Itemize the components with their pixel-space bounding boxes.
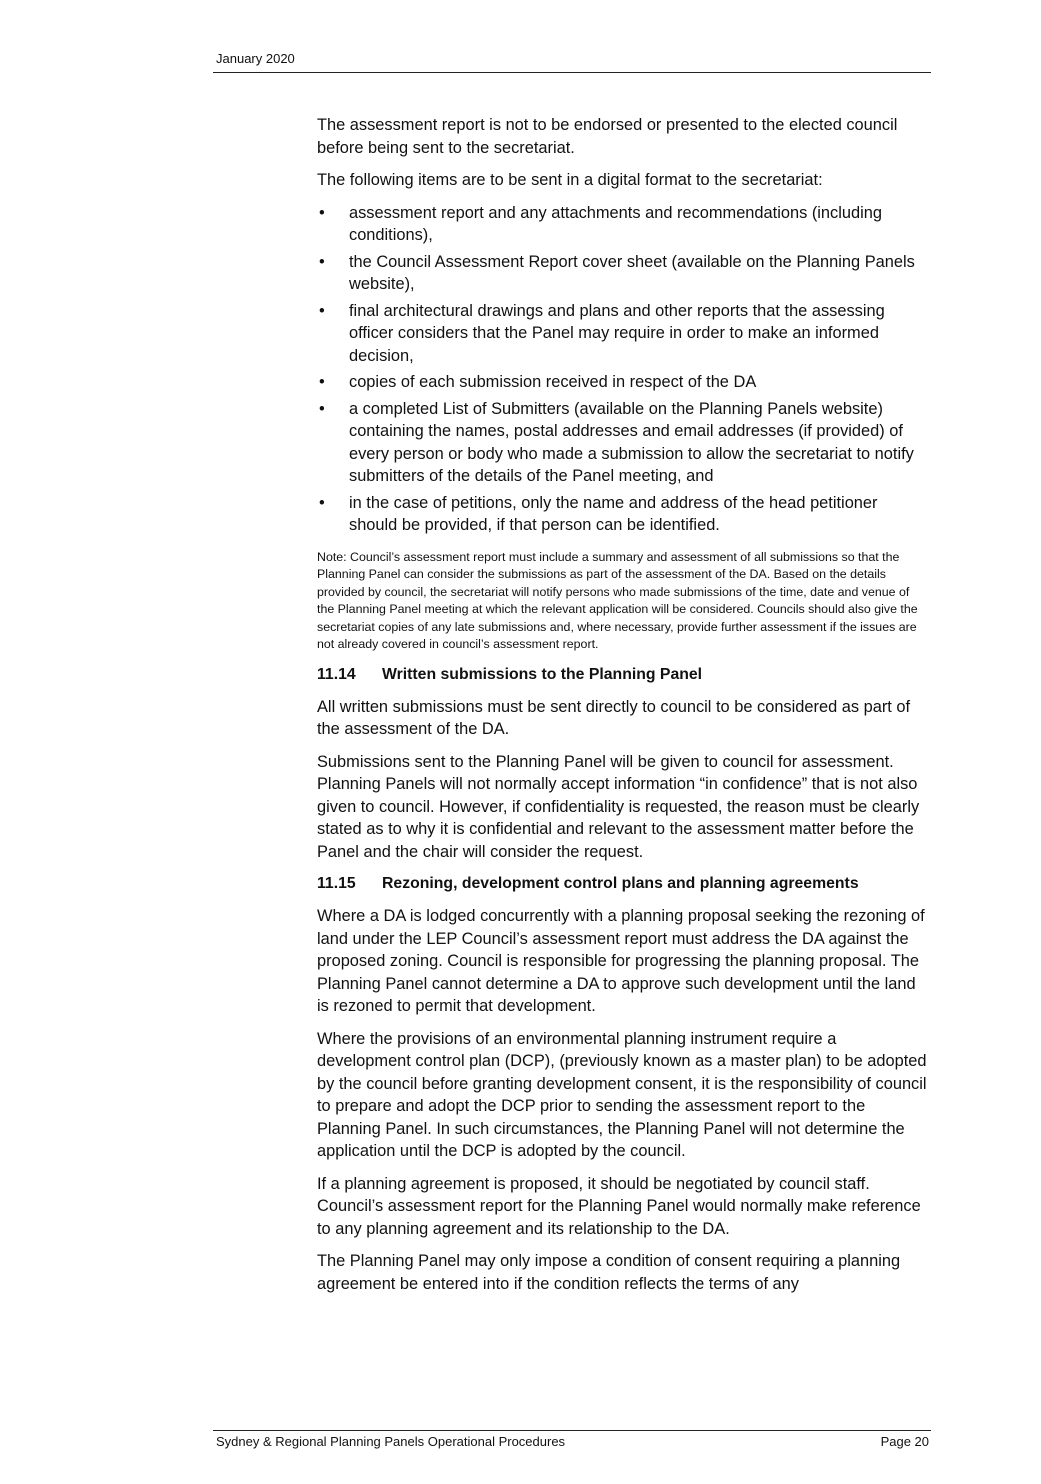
list-item [317, 398, 929, 488]
paragraph: The Planning Panel may only impose a condition of consent requiring a planning agreement be entered into if the condition reflects the terms of any [317, 1252, 901, 1293]
page-header [213, 50, 931, 73]
paragraph: All written submissions must be sent directly to council to be considered as part of the assessment of the DA. [317, 697, 911, 738]
section-title: Rezoning, development control plans and planning agreements [382, 875, 859, 892]
page-footer [213, 1430, 931, 1449]
paragraph: If a planning agreement is proposed, it should be negotiated by council staff. Council’s assessment report for the Planning Panel would normally make reference to any planning agreement and its relationship to the DA. [317, 1174, 921, 1238]
bullet-icon: • [319, 203, 325, 222]
page-content [317, 114, 929, 1305]
section-number: 11.14 [317, 665, 356, 683]
paragraph: Where the provisions of an environmental planning instrument require a development control plan (DCP), (previously known as a master plan) to be adopted by the council before granting development consent, it is the responsibility of council to prepare and adopt the DCP prior to sending the assessment report to the Planning Panel. In such circumstances, the Planning Panel will not determine the application until the DCP is adopted by the council. [317, 1029, 927, 1160]
list-item [317, 202, 929, 247]
paragraph: The following items are to be sent in a digital format to the secretariat: [317, 171, 823, 189]
list-item-text: copies of each submission received in respect of the DA [349, 373, 757, 391]
list-item [317, 371, 929, 394]
section-number: 11.15 [317, 875, 356, 892]
list-item [317, 492, 929, 537]
paragraph: Submissions sent to the Planning Panel will be given to council for assessment. Planning Panels will not normally accept information “in confidence” that is not also given to council. However, if confidentiality is requested, the reason must be clearly stated as to why it is confidential and relevant to the assessment matter before the Panel and the chair will consider the request. [317, 752, 920, 861]
list-item [317, 300, 929, 368]
list-item-text: the Council Assessment Report cover sheet (available on the Planning Panels website), [349, 252, 915, 293]
page-number: Page 20 [880, 1434, 929, 1449]
bullet-icon: • [319, 252, 325, 271]
list-item [317, 251, 929, 296]
header-date: January 2020 [216, 51, 295, 66]
bullet-icon: • [319, 493, 325, 512]
note-paragraph: Note: Council’s assessment report must include a summary and assessment of all submissions so that the Planning Panel can consider the submissions as part of the assessment of the DA. Based on the details provided by council, the secretariat will notify persons who made submissions of the time, date and venue of the Planning Panel meeting at which the relevant application will be considered. Councils should also give the secretariat copies of any late submissions and, where necessary, provide further assessment if the issues are not already covered in council’s assessment report. [317, 549, 918, 651]
bullet-icon: • [319, 373, 325, 391]
list-item-text: in the case of petitions, only the name and address of the head petitioner should be provided, if that person can be identified. [349, 493, 878, 534]
list-item-text: assessment report and any attachments and recommendations (including conditions), [349, 203, 882, 244]
section-title: Written submissions to the Planning Panel [382, 665, 703, 683]
bullet-icon: • [319, 301, 325, 320]
section-heading-11-14 [317, 664, 929, 686]
items-list [317, 202, 929, 537]
paragraph: Where a DA is lodged concurrently with a planning proposal seeking the rezoning of land under the LEP Council’s assessment report must address the DA against the proposed zoning. Council is responsible for progressing the planning proposal. The Planning Panel cannot determine a DA to approve such development until the land is rezoned to permit that development. [317, 907, 925, 1015]
section-heading-11-15 [317, 873, 929, 895]
paragraph: The assessment report is not to be endorsed or presented to the elected council before being sent to the secretariat. [317, 116, 898, 157]
footer-title: Sydney & Regional Planning Panels Operational Procedures [216, 1434, 566, 1449]
list-item-text: a completed List of Submitters (available on the Planning Panels website) containing the names, postal addresses and email addresses (if provided) of every person or body who made a submission to allow the secretariat to notify submitters of the details of the Panel meeting, and [349, 399, 914, 485]
list-item-text: final architectural drawings and plans and other reports that the assessing officer considers that the Panel may require in order to make an informed decision, [349, 301, 885, 365]
bullet-icon: • [319, 399, 325, 418]
